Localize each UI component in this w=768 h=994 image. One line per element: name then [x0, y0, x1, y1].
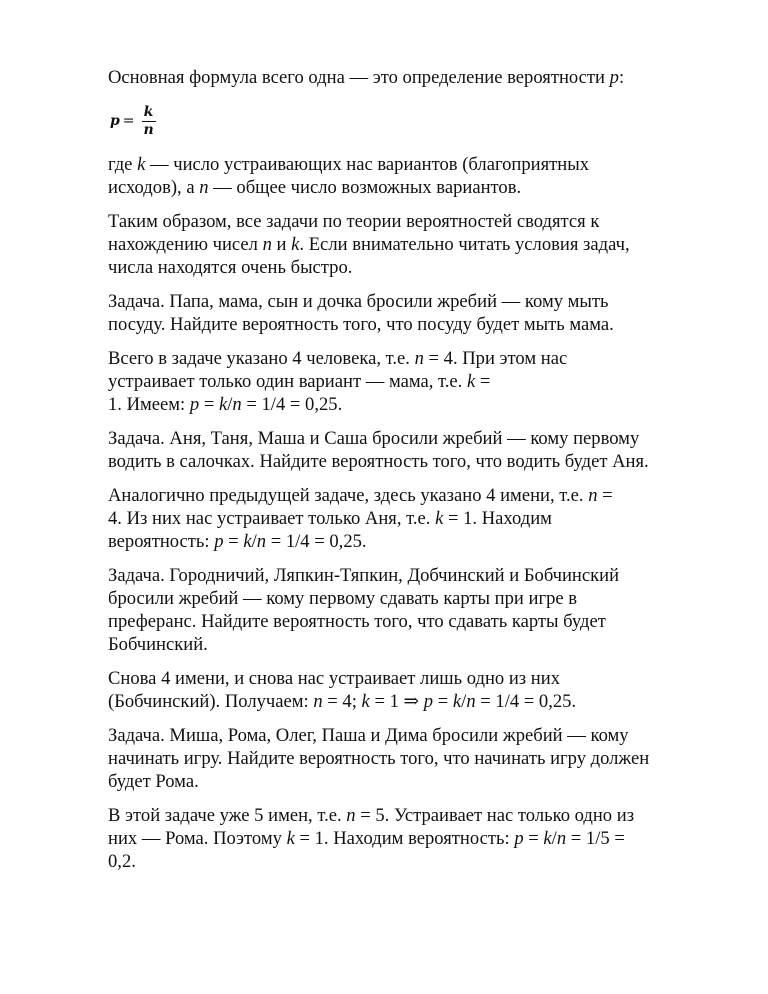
text-fragment: = 4; — [322, 691, 362, 712]
paragraph — [108, 427, 720, 473]
text-fragment: = 1 ⇒ — [369, 691, 424, 712]
paragraph — [108, 153, 720, 199]
text-line — [108, 850, 720, 873]
text-fragment: Основная формула всего одна — это определение вероятности — [108, 67, 610, 88]
text-line — [108, 256, 720, 279]
text-line — [108, 667, 720, 690]
math-variable: k — [137, 154, 146, 175]
text-fragment: устраивает только один вариант — мама, т.е. — [108, 371, 467, 392]
text-fragment: 4. Из них нас устраивает только Аня, т.е. — [108, 508, 436, 529]
math-variable: k — [361, 691, 370, 712]
text-fragment: = 4. При этом нас — [423, 348, 568, 369]
math-variable: p — [214, 531, 224, 552]
paragraph — [108, 66, 720, 89]
text-line — [108, 564, 720, 587]
text-fragment: : — [618, 67, 625, 88]
text-line — [108, 610, 720, 633]
text-line — [108, 313, 720, 336]
document-page — [108, 66, 720, 884]
math-variable: k — [466, 371, 476, 392]
math-variable: n — [232, 394, 242, 415]
text-fragment: / — [227, 394, 233, 415]
text-fragment: = 1/4 = 0,25. — [475, 691, 577, 712]
text-fragment: 0,2. — [108, 851, 136, 872]
text-line — [108, 724, 720, 747]
text-fragment: = — [597, 485, 613, 506]
text-fragment: = 1. Находим вероятность: — [294, 828, 515, 849]
text-line — [108, 176, 720, 199]
math-variable: n — [262, 234, 272, 255]
math-variable: p — [514, 828, 524, 849]
text-line — [108, 153, 720, 176]
text-fragment: Задача. Аня, Таня, Маша и Саша бросили жребий — кому первому — [108, 428, 640, 449]
text-line — [108, 427, 720, 450]
math-variable: n — [313, 691, 323, 712]
paragraph — [108, 290, 720, 336]
formula-lhs: p — [110, 113, 120, 129]
math-variable: k — [435, 508, 444, 529]
math-variable: p — [423, 691, 434, 712]
text-fragment: исходов), а — [108, 177, 200, 198]
text-line — [108, 210, 720, 233]
math-variable: k — [218, 394, 228, 415]
text-fragment: Всего в задаче указано 4 человека, т.е. — [108, 348, 415, 369]
text-fragment: = — [223, 531, 244, 552]
probability-formula — [110, 99, 720, 143]
text-fragment: = — [475, 371, 491, 392]
formula-denominator: n — [143, 121, 154, 138]
text-line — [108, 347, 720, 370]
math-variable: n — [588, 485, 598, 506]
text-line — [108, 393, 720, 416]
text-fragment: посуду. Найдите вероятность того, что посуду будет мыть мама. — [108, 314, 614, 335]
text-fragment: = 1. Находим — [443, 508, 552, 529]
paragraph — [108, 210, 720, 279]
text-fragment: где — [108, 154, 138, 175]
text-line — [108, 507, 720, 530]
math-variable: k — [286, 828, 295, 849]
text-fragment: — общее число возможных вариантов. — [208, 177, 522, 198]
text-line — [108, 747, 720, 770]
text-fragment: 1. Имеем: — [108, 394, 190, 415]
math-variable: k — [452, 691, 462, 712]
text-fragment: = — [433, 691, 453, 712]
text-fragment: Аналогично предыдущей задаче, здесь указано 4 имени, т.е. — [108, 485, 589, 506]
text-fragment: водить в салочках. Найдите вероятность того, что водить будет Аня. — [108, 451, 649, 472]
text-fragment: числа находятся очень быстро. — [108, 257, 353, 278]
paragraph — [108, 564, 720, 656]
math-variable: k — [543, 828, 552, 849]
text-fragment: вероятность: — [108, 531, 215, 552]
text-line — [108, 690, 720, 713]
math-variable: n — [466, 691, 476, 712]
text-fragment: = 1/4 = 0,25. — [241, 394, 343, 415]
text-fragment: / — [461, 691, 467, 712]
text-fragment: (Бобчинский). Получаем: — [108, 691, 314, 712]
text-fragment: = — [199, 394, 219, 415]
text-fragment: = 5. Устраивает нас только одно из — [355, 805, 635, 826]
math-variable: k — [243, 531, 252, 552]
math-variable: n — [556, 828, 567, 849]
math-variable: n — [256, 531, 267, 552]
text-line — [108, 827, 720, 850]
text-line — [108, 233, 720, 256]
text-fragment: / — [551, 828, 557, 849]
text-line — [108, 66, 720, 89]
text-fragment: нахождению чисел — [108, 234, 263, 255]
paragraph — [108, 804, 720, 873]
paragraph — [108, 347, 720, 416]
text-fragment: бросили жребий — кому первому сдавать карты при игре в — [108, 588, 578, 609]
text-fragment: . Если внимательно читать условия задач, — [299, 234, 630, 255]
math-variable: n — [199, 177, 209, 198]
text-line — [108, 770, 720, 793]
text-fragment: = — [523, 828, 544, 849]
text-line — [108, 370, 720, 393]
math-variable: k — [291, 234, 300, 255]
formula-numerator: k — [143, 103, 154, 120]
text-fragment: начинать игру. Найдите вероятность того, что начинать игру должен — [108, 748, 650, 769]
math-variable: p — [189, 394, 200, 415]
text-fragment: Таким образом, все задачи по теории вероятностей сводятся к — [108, 211, 600, 232]
paragraph — [108, 724, 720, 793]
text-fragment: = 1/5 = — [566, 828, 625, 849]
formula-fraction — [142, 105, 156, 138]
text-line — [108, 450, 720, 473]
text-fragment: = 1/4 = 0,25. — [266, 531, 367, 552]
text-fragment: Снова 4 имени, и снова нас устраивает лишь одно из них — [108, 668, 560, 689]
text-fragment: них — Рома. Поэтому — [108, 828, 287, 849]
text-fragment: / — [251, 531, 257, 552]
math-variable: n — [346, 805, 356, 826]
text-fragment: преферанс. Найдите вероятность того, что сдавать карты будет — [108, 611, 606, 632]
paragraph — [108, 484, 720, 553]
math-variable: p — [609, 67, 619, 88]
text-line — [108, 484, 720, 507]
text-line — [108, 587, 720, 610]
formula-equals: = — [122, 113, 135, 129]
text-fragment: Бобчинский. — [108, 634, 208, 655]
math-variable: n — [414, 348, 424, 369]
text-line — [108, 290, 720, 313]
text-line — [108, 804, 720, 827]
text-line — [108, 530, 720, 553]
paragraph — [108, 667, 720, 713]
text-fragment: Задача. Городничий, Ляпкин-Тяпкин, Добчинский и Бобчинский — [108, 565, 620, 586]
text-fragment: будет Рома. — [108, 771, 199, 792]
text-line — [108, 633, 720, 656]
text-fragment: — число устраивающих нас вариантов (благоприятных — [145, 154, 590, 175]
text-fragment: В этой задаче уже 5 имен, т.е. — [108, 805, 347, 826]
text-fragment: Задача. Миша, Рома, Олег, Паша и Дима бросили жребий — кому — [108, 725, 629, 746]
text-fragment: и — [271, 234, 292, 255]
text-fragment: Задача. Папа, мама, сын и дочка бросили жребий — кому мыть — [108, 291, 609, 312]
